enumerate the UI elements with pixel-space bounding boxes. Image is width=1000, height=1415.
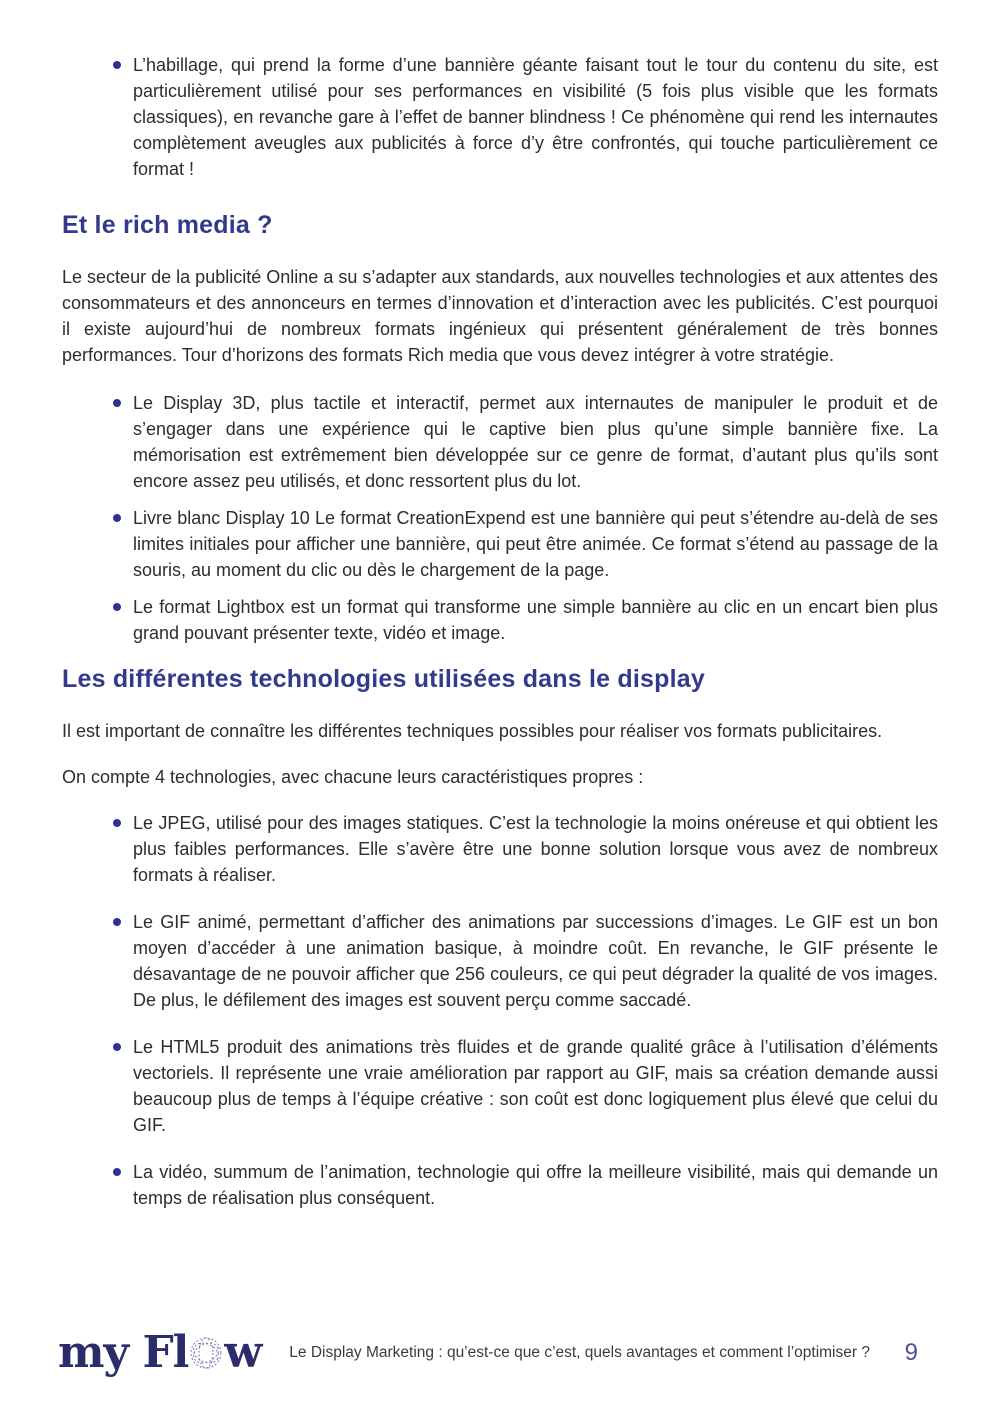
intro-bullet-list xyxy=(62,52,938,182)
bullet-icon xyxy=(113,819,121,827)
page-footer xyxy=(58,1328,940,1378)
bullet-text: Le JPEG, utilisé pour des images statiques. C’est la technologie la moins onéreuse et qui obtient les plus faibles performances. Elle s’avère être une bonne solution lorsque vous avez de nombreux formats à réaliser. xyxy=(133,813,938,885)
bullet-text: Le format Lightbox est un format qui transforme une simple bannière au clic en un encart bien plus grand pouvant présenter texte, vidéo et image. xyxy=(133,597,938,643)
technologies-bullet-list xyxy=(62,810,938,1211)
rich-media-paragraph: Le secteur de la publicité Online a su s’adapter aux standards, aux nouvelles technologies et aux attentes des consommateurs et des annonceurs en termes d’innovation et d’interaction avec les publicités. C’est pourquoi il existe aujourd’hui de nombreux formats ingénieux qui présentent généralement de très bonnes performances. Tour d’horizons des formats Rich media que vous devez intégrer à votre stratégie. xyxy=(62,267,938,365)
bullet-text: Le HTML5 produit des animations très fluides et de grande qualité grâce à l’utilisation d’éléments vectoriels. Il représente une vraie amélioration par rapport au GIF, mais sa création demande aussi beaucoup plus de temps à l’équipe créative : son coût est donc logiquement plus élevé que celui du GIF. xyxy=(133,1037,938,1135)
bullet-icon xyxy=(113,399,121,407)
logo-text-right: w xyxy=(224,1327,262,1378)
bullet-icon xyxy=(113,918,121,926)
list-item xyxy=(113,594,938,646)
bullet-icon xyxy=(113,514,121,522)
section-heading-technologies: Les différentes technologies utilisées dans le display xyxy=(62,665,705,693)
list-item xyxy=(113,810,938,888)
myflow-logo xyxy=(58,1328,261,1378)
bullet-icon xyxy=(113,603,121,611)
bullet-icon xyxy=(113,61,121,69)
bullet-text: L’habillage, qui prend la forme d’une bannière géante faisant tout le tour du contenu du site, est particulièrement utilisé pour ses performances en visibilité (5 fois plus visible que les formats classiques), en revanche gare à l’effet de banner blindness ! Ce phénomène qui rend les internautes complètement aveugles aux publicités à force d’y être confrontés, qui touche particulièrement ce format ! xyxy=(133,55,938,179)
list-item xyxy=(113,390,938,494)
logo-text-left: my Fl xyxy=(58,1327,189,1378)
bullet-text: Le GIF animé, permettant d’afficher des animations par successions d’images. Le GIF est un bon moyen d’accéder à une animation basique, à moindre coût. En revanche, le GIF présente le désavantage de ne pouvoir afficher que 256 couleurs, ce qui peut dégrader la qualité de vos images. De plus, le défilement des images est souvent perçu comme saccadé. xyxy=(133,912,938,1010)
footer-caption: Le Display Marketing : qu’est-ce que c’est, quels avantages et comment l’optimiser ? xyxy=(289,1344,870,1361)
list-item xyxy=(113,52,938,182)
list-item xyxy=(113,505,938,583)
page-number: 9 xyxy=(904,1339,918,1366)
bullet-icon xyxy=(113,1043,121,1051)
list-item xyxy=(113,1034,938,1138)
section-heading-rich-media: Et le rich media ? xyxy=(62,211,273,239)
technologies-paragraph-1: Il est important de connaître les différentes techniques possibles pour réaliser vos formats publicitaires. xyxy=(62,721,883,741)
rich-media-bullet-list xyxy=(62,390,938,646)
bullet-text: La vidéo, summum de l’animation, technologie qui offre la meilleure visibilité, mais qui demande un temps de réalisation plus conséquent. xyxy=(133,1162,938,1208)
bullet-text: Le Display 3D, plus tactile et interactif, permet aux internautes de manipuler le produit et de s’engager dans une expérience qui le captive bien plus qu’une simple bannière fixe. La mémorisation est extrêmement bien développée sur ce genre de format, d’autant plus qu’ils sont encore assez peu utilisés, et donc ressortent plus du lot. xyxy=(133,393,938,491)
bullet-icon xyxy=(113,1168,121,1176)
technologies-paragraph-2: On compte 4 technologies, avec chacune leurs caractéristiques propres : xyxy=(62,767,644,787)
list-item xyxy=(113,1159,938,1211)
wireframe-globe-icon xyxy=(189,1334,223,1378)
bullet-text: Livre blanc Display 10 Le format CreationExpend est une bannière qui peut s’étendre au-delà de ses limites initiales pour afficher une bannière, qui peut être animée. Ce format s’étend au passage de la souris, au moment du clic ou dès le chargement de la page. xyxy=(133,508,938,580)
list-item xyxy=(113,909,938,1013)
